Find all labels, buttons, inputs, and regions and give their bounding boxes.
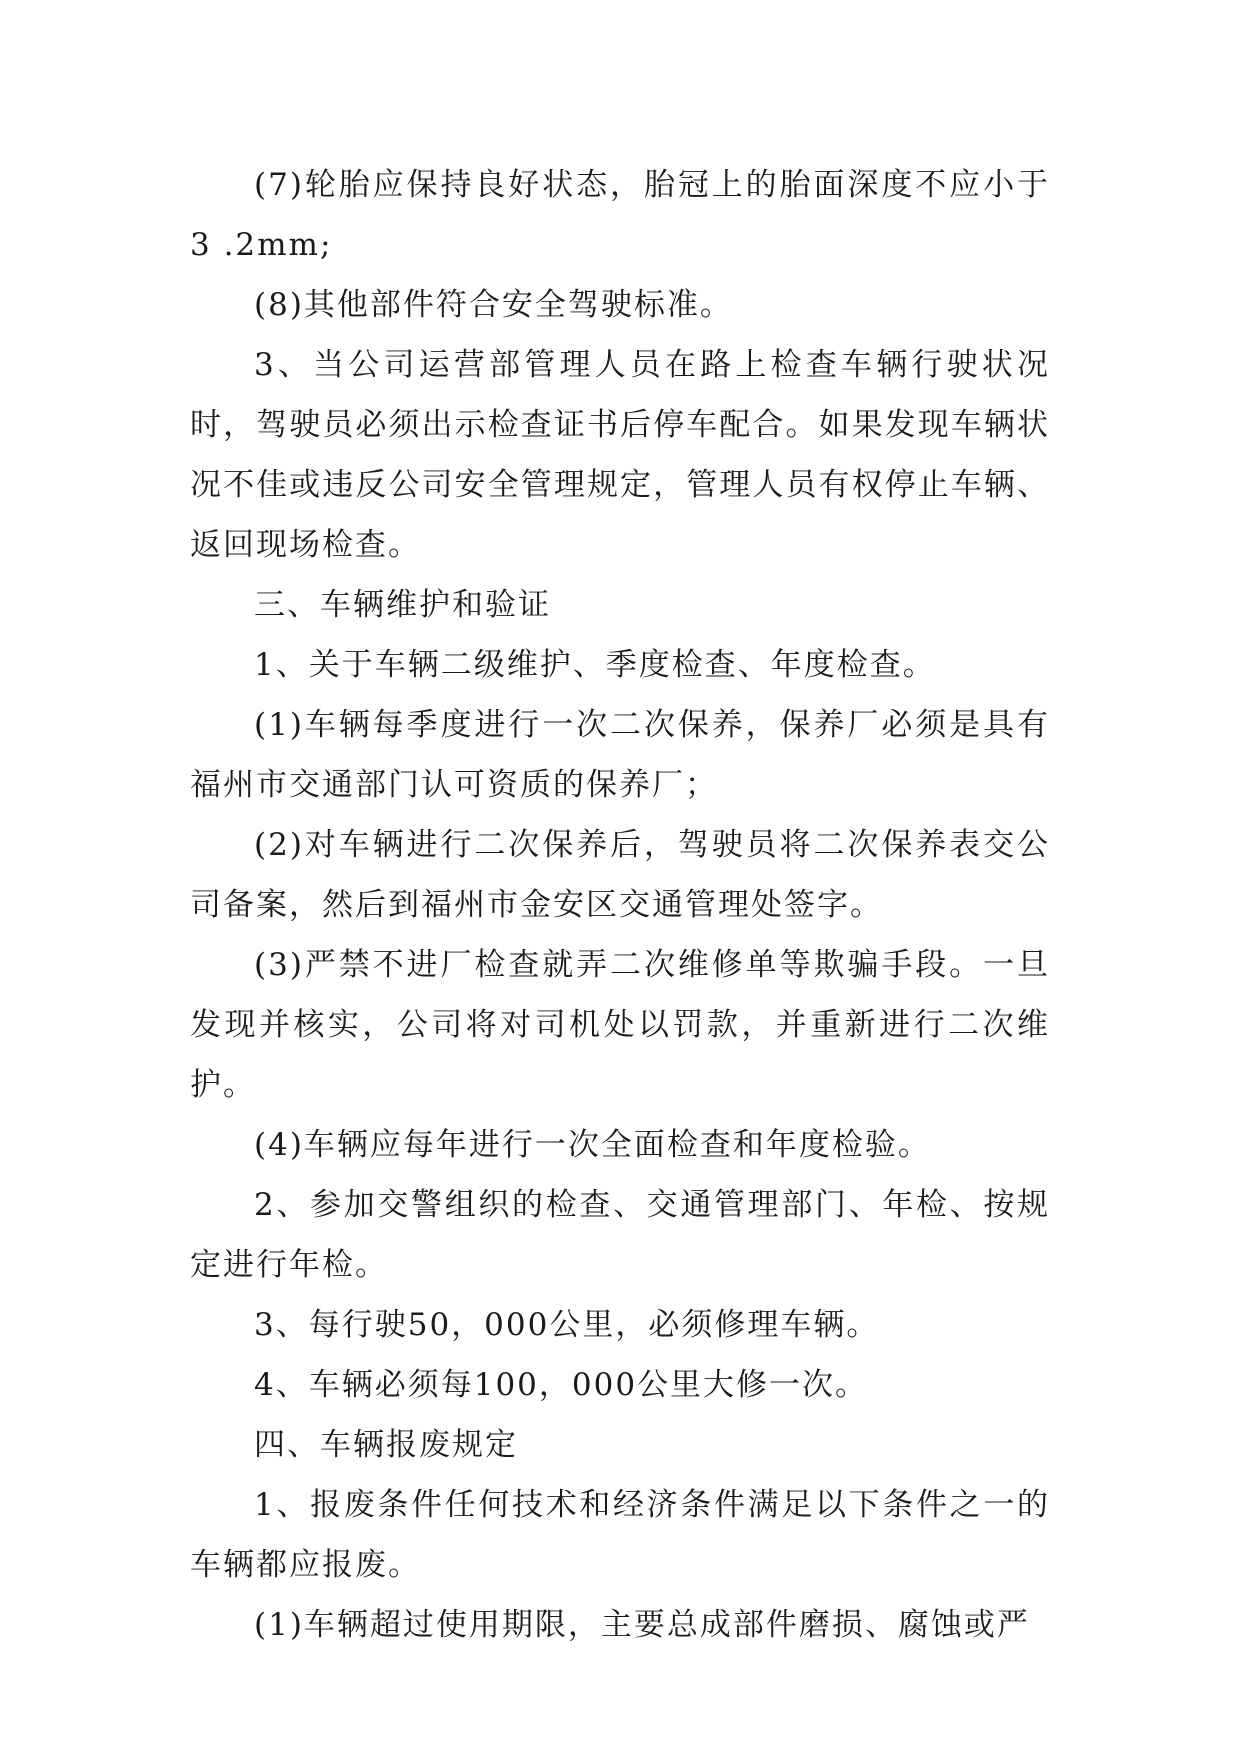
paragraph-maintenance-intro: 1、关于车辆二级维护、季度检查、年度检查。 [254,647,936,683]
paragraph-tire-condition: (7)轮胎应保持良好状态，胎冠上的胎面深度不应小于3 .2mm; [190,167,1050,263]
section-heading-maintenance: 三、车辆维护和验证 [254,587,551,623]
section-heading-scrapping: 四、车辆报废规定 [254,1427,518,1463]
paragraph-scrapping-conditions: 1、报废条件任何技术和经济条件满足以下条件之一的车辆都应报废。 [190,1487,1050,1583]
paragraph-repair-interval: 3、每行驶50，000公里，必须修理车辆。 [254,1307,880,1343]
paragraph-other-parts: (8)其他部件符合安全驾驶标准。 [254,287,733,323]
document-body [190,155,1050,1655]
paragraph-fraud-prohibition: (3)严禁不进厂检查就弄二次维修单等欺骗手段。一旦发现并核实，公司将对司机处以罚款，并重新进行二次维护。 [190,947,1050,1103]
paragraph-quarterly-maintenance: (1)车辆每季度进行一次二次保养，保养厂必须是具有福州市交通部门认可资质的保养厂； [190,707,1050,803]
paragraph-annual-inspection: (4)车辆应每年进行一次全面检查和年度检验。 [254,1127,931,1163]
paragraph-overdue-vehicle: (1)车辆超过使用期限，主要总成部件磨损、腐蚀或严 [254,1607,1030,1643]
paragraph-maintenance-filing: (2)对车辆进行二次保养后，驾驶员将二次保养表交公司备案，然后到福州市金安区交通管理处签字。 [190,827,1050,923]
paragraph-road-inspection: 3、当公司运营部管理人员在路上检查车辆行驶状况时，驾驶员必须出示检查证书后停车配合。如果发现车辆状况不佳或违反公司安全管理规定，管理人员有权停止车辆、返回现场检查。 [190,347,1050,563]
paragraph-overhaul-interval: 4、车辆必须每100，000公里大修一次。 [254,1367,869,1403]
paragraph-traffic-police-inspection: 2、参加交警组织的检查、交通管理部门、年检、按规定进行年检。 [190,1187,1050,1283]
